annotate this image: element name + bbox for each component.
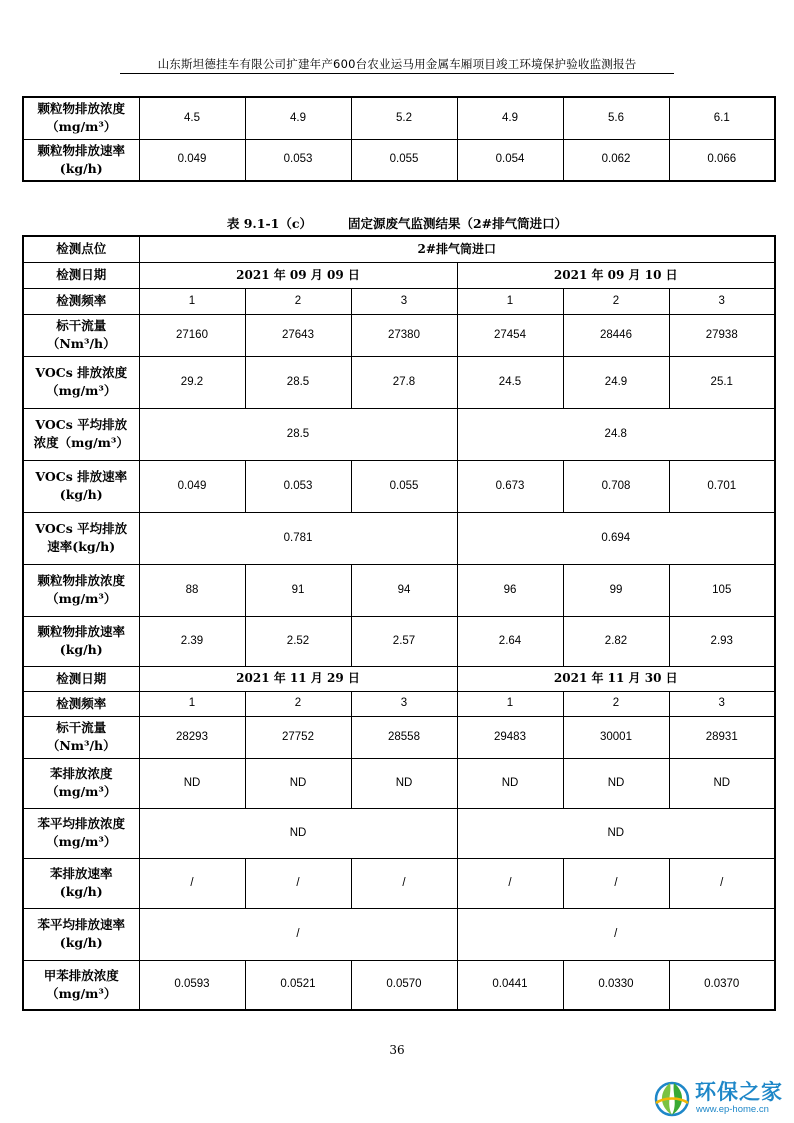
table-cell: 0.0570 <box>351 960 457 1010</box>
table-cell: / <box>351 858 457 908</box>
date-cell: 2021 年 09 月 09 日 <box>139 262 457 288</box>
row-label-line1: 标干流量 <box>56 318 107 333</box>
row-label-line1: 颗粒物排放浓度 <box>37 573 125 588</box>
table-cell: 3 <box>669 288 775 314</box>
row-label-line2: 浓度（mg/m³） <box>33 435 129 450</box>
table-cell: ND <box>139 808 457 858</box>
row-label <box>23 908 139 960</box>
table-cell: 28446 <box>563 314 669 356</box>
table-row <box>23 288 775 314</box>
table-caption-title: 固定源废气监测结果（2#排气筒进口） <box>347 216 568 231</box>
table-cell: / <box>139 908 457 960</box>
row-label-line2: (kg/h) <box>59 642 103 657</box>
row-label-line1: VOCs 平均排放 <box>35 521 128 536</box>
table-cell: 0.066 <box>669 139 775 181</box>
table-cell: 2 <box>563 288 669 314</box>
row-label-line2: （mg/m³） <box>46 591 117 606</box>
table-cell: 2 <box>245 288 351 314</box>
row-label-line1: 甲苯排放浓度 <box>43 967 119 983</box>
table-row <box>23 460 775 512</box>
row-label-line2: (kg/h) <box>59 160 103 176</box>
freq-label: 检测频率 <box>23 288 139 314</box>
table-cell: 0.701 <box>669 460 775 512</box>
date-cell: 2021 年 11 月 30 日 <box>457 666 775 691</box>
row-label-line1: VOCs 排放浓度 <box>35 365 128 380</box>
table-row <box>23 716 775 758</box>
table-cell: 0.053 <box>245 139 351 181</box>
table-row <box>23 691 775 716</box>
row-label-line1: 苯平均排放浓度 <box>37 816 125 831</box>
table-cell: 6.1 <box>669 97 775 139</box>
table-cell: 91 <box>245 564 351 616</box>
date-cell: 2021 年 11 月 29 日 <box>139 666 457 691</box>
freq-label: 检测频率 <box>23 691 139 716</box>
row-label-line1: 苯排放浓度 <box>49 766 113 781</box>
table-cell: ND <box>457 758 563 808</box>
row-label <box>23 716 139 758</box>
table-cell: / <box>457 908 775 960</box>
table-cell: 0.053 <box>245 460 351 512</box>
table-cell: 0.049 <box>139 460 245 512</box>
table-row <box>23 908 775 960</box>
table-cell: 28.5 <box>245 356 351 408</box>
table-cell: 24.5 <box>457 356 563 408</box>
row-label <box>23 512 139 564</box>
table-row <box>23 236 775 262</box>
table-cell: 4.9 <box>245 97 351 139</box>
row-label-line2: （Nm³/h） <box>46 336 116 351</box>
table-cell: 29.2 <box>139 356 245 408</box>
row-label-line1: 颗粒物排放浓度 <box>37 101 125 117</box>
table-cell: 1 <box>457 691 563 716</box>
table-cell: / <box>457 858 563 908</box>
table-row <box>23 666 775 691</box>
row-label-line2: （mg/m³） <box>46 119 117 135</box>
date-label: 检测日期 <box>23 262 139 288</box>
table-cell: 2 <box>563 691 669 716</box>
table-cell: 25.1 <box>669 356 775 408</box>
table-cell: 0.708 <box>563 460 669 512</box>
table-cell: ND <box>245 758 351 808</box>
table-cell: 4.9 <box>457 97 563 139</box>
table-row <box>23 139 775 181</box>
table-cell: 3 <box>351 691 457 716</box>
table-row <box>23 262 775 288</box>
exhaust-monitoring-table <box>22 235 776 1011</box>
row-label-line2: (kg/h) <box>59 935 103 950</box>
table-cell: ND <box>669 758 775 808</box>
row-label <box>23 564 139 616</box>
row-label <box>23 408 139 460</box>
row-label <box>23 960 139 1010</box>
table-cell: 105 <box>669 564 775 616</box>
table-row <box>23 512 775 564</box>
table-cell: 96 <box>457 564 563 616</box>
table-row <box>23 616 775 666</box>
table-cell: 0.694 <box>457 512 775 564</box>
row-label-line1: 颗粒物排放速率 <box>37 142 125 158</box>
row-label-line2: （mg/m³） <box>46 784 117 799</box>
table-row <box>23 808 775 858</box>
row-label <box>23 356 139 408</box>
table-caption-id: 表 9.1-1（c） <box>226 216 312 231</box>
watermark-site-name: 环保之家 <box>695 1080 783 1104</box>
table-cell: 24.9 <box>563 356 669 408</box>
row-label <box>23 616 139 666</box>
row-label-line2: （mg/m³） <box>46 985 117 1001</box>
table-cell: ND <box>457 808 775 858</box>
table-row <box>23 564 775 616</box>
table-cell: 2.39 <box>139 616 245 666</box>
table-cell: 1 <box>139 288 245 314</box>
row-label-line2: （mg/m³） <box>46 383 117 398</box>
table-cell: 2.64 <box>457 616 563 666</box>
particulate-continuation-table <box>22 96 776 182</box>
header-rule <box>120 73 674 74</box>
table-row <box>23 97 775 139</box>
table-cell: 0.062 <box>563 139 669 181</box>
row-label-line1: 苯排放速率 <box>49 866 113 881</box>
table-cell: 27454 <box>457 314 563 356</box>
row-label-line2: （Nm³/h） <box>46 738 116 753</box>
table-cell: 27643 <box>245 314 351 356</box>
row-label-line1: 苯平均排放速率 <box>37 917 125 932</box>
table-cell: 0.0441 <box>457 960 563 1010</box>
row-label-line1: VOCs 排放速率 <box>35 469 128 484</box>
table-row <box>23 758 775 808</box>
table-cell: 5.2 <box>351 97 457 139</box>
table-cell: 88 <box>139 564 245 616</box>
row-label-line2: 速率(kg/h) <box>47 539 116 554</box>
table-cell: ND <box>563 758 669 808</box>
table-cell: 27752 <box>245 716 351 758</box>
table-cell: 0.055 <box>351 139 457 181</box>
row-label-line1: 标干流量 <box>56 720 107 735</box>
row-label <box>23 758 139 808</box>
table-cell: 0.781 <box>139 512 457 564</box>
row-label <box>23 314 139 356</box>
row-label-line2: (kg/h) <box>59 487 103 502</box>
row-label-line2: (kg/h) <box>59 884 103 899</box>
table-row <box>23 408 775 460</box>
table-cell: 27938 <box>669 314 775 356</box>
table-cell: 2.57 <box>351 616 457 666</box>
table-cell: 30001 <box>563 716 669 758</box>
table-cell: 0.0593 <box>139 960 245 1010</box>
table-cell: 1 <box>457 288 563 314</box>
table-cell: 28.5 <box>139 408 457 460</box>
table-cell: 2.82 <box>563 616 669 666</box>
table-cell: 0.0370 <box>669 960 775 1010</box>
table-cell: / <box>669 858 775 908</box>
row-label <box>23 858 139 908</box>
point-label: 检测点位 <box>23 236 139 262</box>
leaf-logo-icon <box>652 1077 692 1117</box>
table-cell: 0.055 <box>351 460 457 512</box>
table-cell: ND <box>351 758 457 808</box>
table-cell: 24.8 <box>457 408 775 460</box>
table-row <box>23 858 775 908</box>
table-cell: 2 <box>245 691 351 716</box>
table-cell: ND <box>139 758 245 808</box>
table-cell: 27.8 <box>351 356 457 408</box>
table-cell: 0.049 <box>139 139 245 181</box>
table-row <box>23 356 775 408</box>
table-cell: 99 <box>563 564 669 616</box>
table-cell: 29483 <box>457 716 563 758</box>
point-value: 2#排气筒进口 <box>139 236 775 262</box>
table-cell: 1 <box>139 691 245 716</box>
table-cell: 28293 <box>139 716 245 758</box>
table-cell: 2.93 <box>669 616 775 666</box>
table-cell: / <box>139 858 245 908</box>
row-label <box>23 460 139 512</box>
table-cell: / <box>245 858 351 908</box>
table-cell: 0.0330 <box>563 960 669 1010</box>
watermark-url: www.ep-home.cn <box>696 1104 769 1115</box>
table-cell: 3 <box>669 691 775 716</box>
table-cell: 5.6 <box>563 97 669 139</box>
page-number: 36 <box>389 1043 405 1057</box>
report-header-title: 山东斯坦德挂车有限公司扩建年产600台农业运马用金属车厢项目竣工环境保护验收监测报告 <box>157 57 637 71</box>
table-cell: 27160 <box>139 314 245 356</box>
table-cell: 94 <box>351 564 457 616</box>
table-cell: 0.673 <box>457 460 563 512</box>
table-caption <box>0 214 794 232</box>
table-cell: 27380 <box>351 314 457 356</box>
row-label <box>23 139 139 181</box>
table-cell: 28558 <box>351 716 457 758</box>
row-label-line1: 颗粒物排放速率 <box>37 624 125 639</box>
row-label-line2: （mg/m³） <box>46 834 117 849</box>
row-label-line1: VOCs 平均排放 <box>35 417 128 432</box>
table-cell: 2.52 <box>245 616 351 666</box>
date-cell: 2021 年 09 月 10 日 <box>457 262 775 288</box>
watermark <box>652 1075 792 1119</box>
table-cell: 4.5 <box>139 97 245 139</box>
table-row <box>23 960 775 1010</box>
table-cell: 28931 <box>669 716 775 758</box>
table-row <box>23 314 775 356</box>
table-cell: 0.054 <box>457 139 563 181</box>
table-cell: 3 <box>351 288 457 314</box>
row-label <box>23 97 139 139</box>
table-cell: 0.0521 <box>245 960 351 1010</box>
row-label <box>23 808 139 858</box>
table-cell: / <box>563 858 669 908</box>
date-label: 检测日期 <box>23 666 139 691</box>
